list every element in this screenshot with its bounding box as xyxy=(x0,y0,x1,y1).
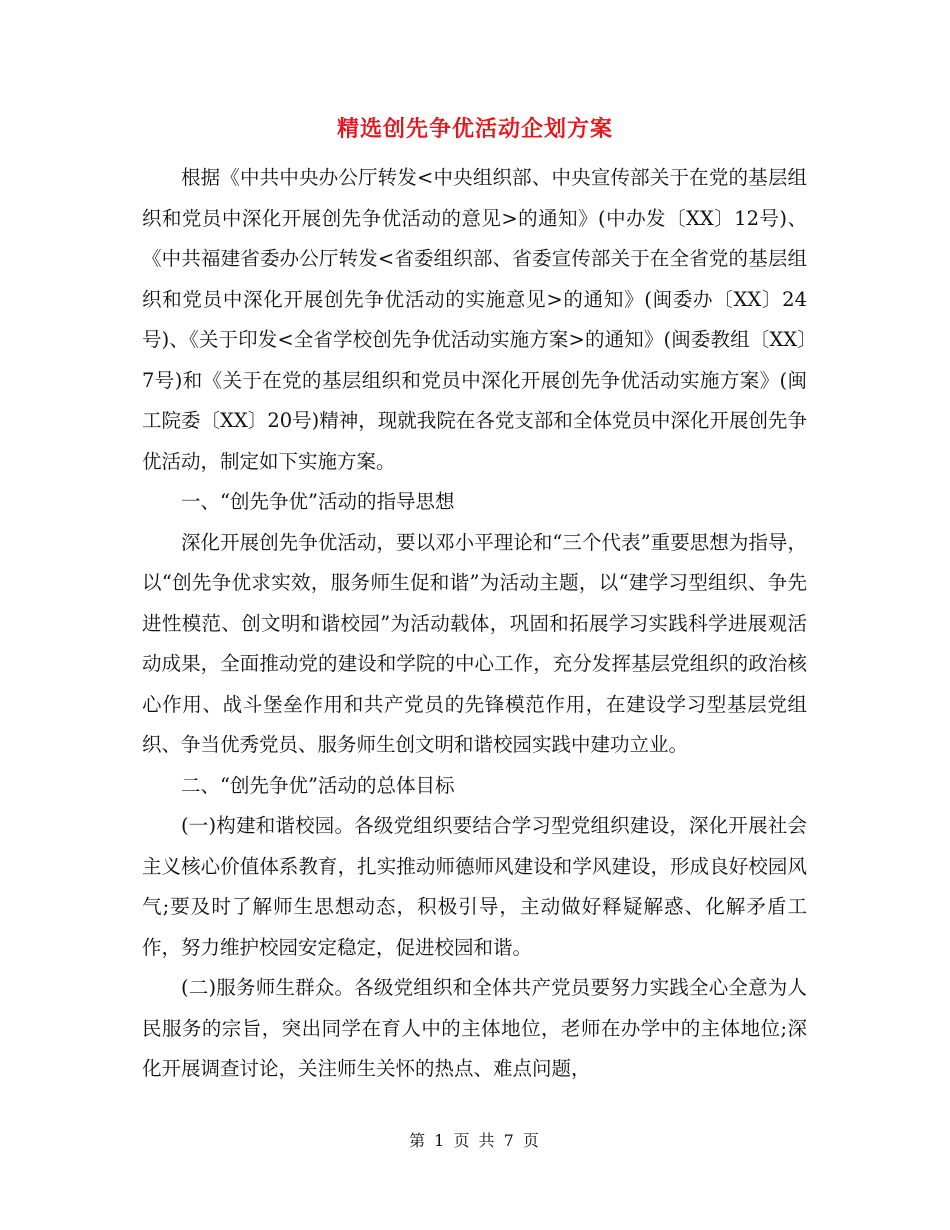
paragraph-guiding-ideology: 深化开展创先争优活动，要以邓小平理论和“三个代表”重要思想为指导，以“创先争优求实效，服务师生促和谐”为活动主题，以“建学习型组织、争先进性模范、创文明和谐校园”为活动载体，巩固和拓展学习实践科学进展观活动成果，全面推动党的建设和学院的中心工作，充分发挥基层党组织的政治核心作用、战斗堡垒作用和共产党员的先锋模范作用，在建设学习型基层党组织、争当优秀党员、服务师生创文明和谐校园实践中建功立业。 xyxy=(142,530,807,756)
paragraph-goal-harmonious-campus: (一)构建和谐校园。各级党组织要结合学习型党组织建设，深化开展社会主义核心价值体系教育，扎实推动师德师风建设和学风建设，形成良好校园风气;要及时了解师生思想动态，积极引导，主动做好释疑解惑、化解矛盾工作，努力维护校园安定稳定，促进校园和谐。 xyxy=(142,814,807,959)
heading-overall-goals: 二、“创先争优”活动的总体目标 xyxy=(181,773,455,797)
page-number: 第 1 页 共 7 页 xyxy=(409,1131,541,1150)
paragraph-intro: 根据《中共中央办公厅转发<中央组织部、中央宣传部关于在党的基层组织和党员中深化开展创先争优活动的意见>的通知》(中办发〔XX〕12号)、《中共福建省委办公厅转发<省委组织部、省委宣传部关于在全省党的基层组织和党员中深化开展创先争优活动的实施意见>的通知》(闽委办〔XX〕24号)、《关于印发<全省学校创先争优活动实施方案>的通知》(闽委教组〔XX〕7号)和《关于在党的基层组织和党员中深化开展创先争优活动实施方案》(闽工院委〔XX〕20号)精神，现就我院在各党支部和全体党员中深化开展创先争优活动，制定如下实施方案。 xyxy=(142,166,807,473)
heading-guiding-ideology: 一、“创先争优”活动的指导思想 xyxy=(181,490,455,513)
document-body xyxy=(142,158,807,1090)
paragraph-goal-serve-students: (二)服务师生群众。各级党组织和全体共产党员要努力实践全心全意为人民服务的宗旨，突出同学在育人中的主体地位，老师在办学中的主体地位;深化开展调查讨论，关注师生关怀的热点、难点问题， xyxy=(142,976,807,1080)
document-title: 精选创先争优活动企划方案 xyxy=(336,116,613,142)
